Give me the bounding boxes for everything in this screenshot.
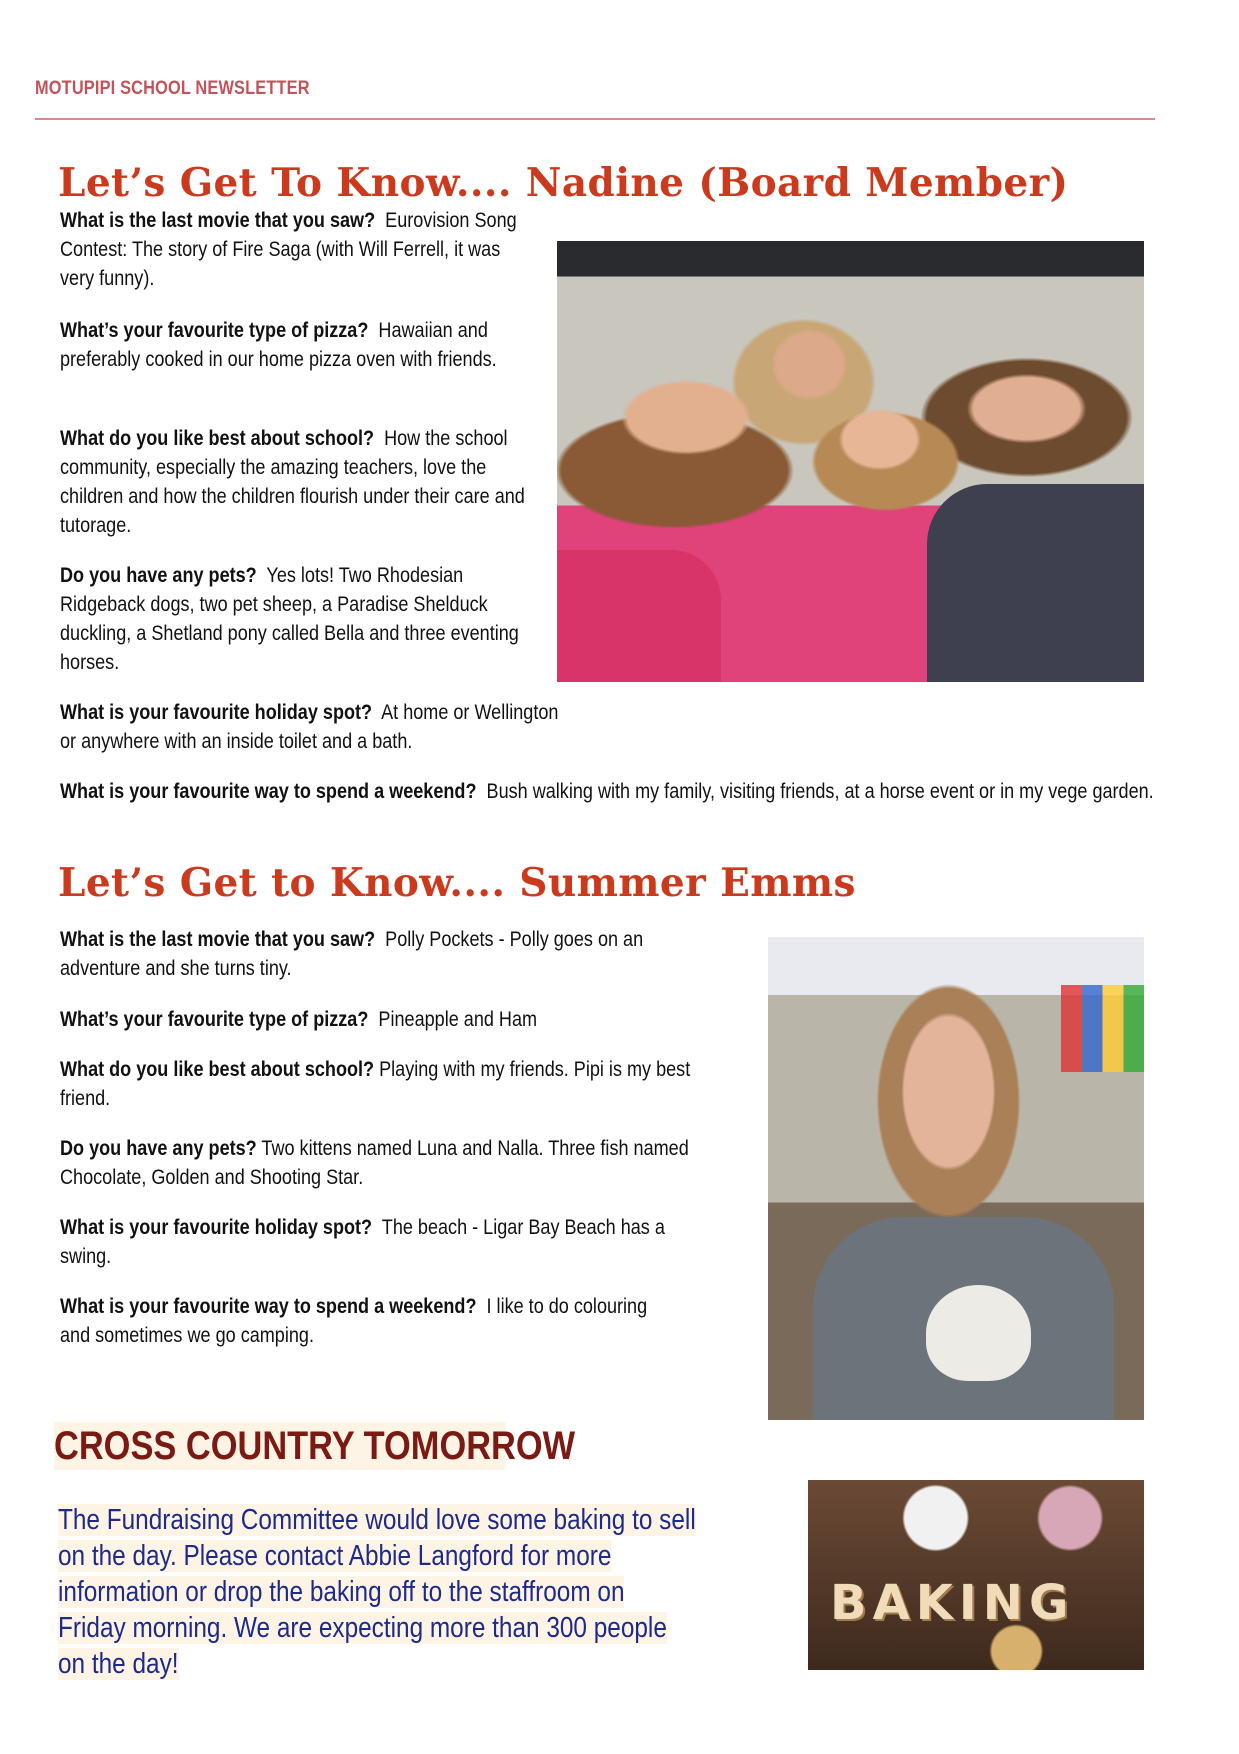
nadine-qa-pizza [60,316,529,374]
answer: How the school community, especially the amazing teachers, love the children and how the children flourish under their care and tutorage. [60,427,525,537]
question: What is your favourite holiday spot? [60,701,373,724]
question: Do you have any pets? [60,1137,257,1160]
answer: Hawaiian and preferably cooked in our home pizza oven with friends. [60,319,497,371]
cross-country-title: CROSS COUNTRY TOMORROW [54,1424,576,1468]
question: What’s your favourite type of pizza? [60,319,369,342]
baking-photo [808,1480,1144,1670]
answer: Polly Pockets - Polly goes on an adventure and she turns tiny. [60,928,644,980]
nadine-qa-school [60,424,537,540]
answer: Bush walking with my family, visiting friends, at a horse event or in my vege garden. [486,780,1154,803]
summer-qa-pizza [60,1005,748,1034]
nadine-qa-holiday [60,698,567,756]
answer: I like to do colouring and sometimes we go camping. [60,1295,648,1347]
question: What is your favourite way to spend a weekend? [60,1295,477,1318]
photo-shape [1061,985,1144,1072]
header-divider [35,118,1155,120]
summer-qa-school [60,1055,744,1113]
cross-country-body [58,1502,696,1682]
question: Do you have any pets? [60,564,257,587]
answer: Yes lots! Two Rhodesian Ridgeback dogs, two pet sheep, a Paradise Shelduck duckling, a Shetland pony called Bella and three eventing horses. [60,564,519,674]
photo-shape [926,1285,1031,1382]
nadine-qa-weekend [60,777,1157,806]
nadine-qa-pets [60,561,529,677]
summer-section-title: Let’s Get to Know.... Summer Emms [58,860,856,906]
newsletter-header: MOTUPIPI SCHOOL NEWSLETTER [35,78,310,99]
nadine-family-photo [557,241,1144,682]
question: What’s your favourite type of pizza? [60,1008,369,1031]
answer: Eurovision Song Contest: The story of Fire Saga (with Will Ferrell, it was very funny). [60,209,517,290]
question: What is your favourite holiday spot? [60,1216,373,1239]
photo-shape [927,484,1144,682]
answer: Playing with my friends. Pipi is my best friend. [60,1058,691,1110]
photo-shape [557,550,721,682]
question: What do you like best about school? [60,427,375,450]
baking-image-text: BAKING [830,1575,1075,1631]
summer-qa-movie [60,925,727,983]
answer: Two kittens named Luna and Nalla. Three fish named Chocolate, Golden and Shooting Star. [60,1137,689,1189]
nadine-qa-movie [60,206,529,293]
answer: The beach - Ligar Bay Beach has a swing. [60,1216,665,1268]
summer-qa-pets [60,1134,739,1192]
summer-qa-holiday [60,1213,688,1271]
question: What is the last movie that you saw? [60,928,376,951]
summer-qa-weekend [60,1292,679,1350]
question: What is your favourite way to spend a weekend? [60,780,477,803]
nadine-section-title: Let’s Get To Know.... Nadine (Board Member) [58,160,1069,206]
question: What is the last movie that you saw? [60,209,376,232]
cross-country-text: The Fundraising Committee would love some baking to sell on the day. Please contact Abbie Langford for more information or drop the baking off to the staffroom on Friday morning. We are expecting more than 300 people on the day! [58,1504,696,1680]
summer-photo [768,937,1144,1420]
answer: Pineapple and Ham [378,1008,538,1031]
question: What do you like best about school? [60,1058,375,1081]
answer: At home or Wellington or anywhere with an inside toilet and a bath. [60,701,559,753]
